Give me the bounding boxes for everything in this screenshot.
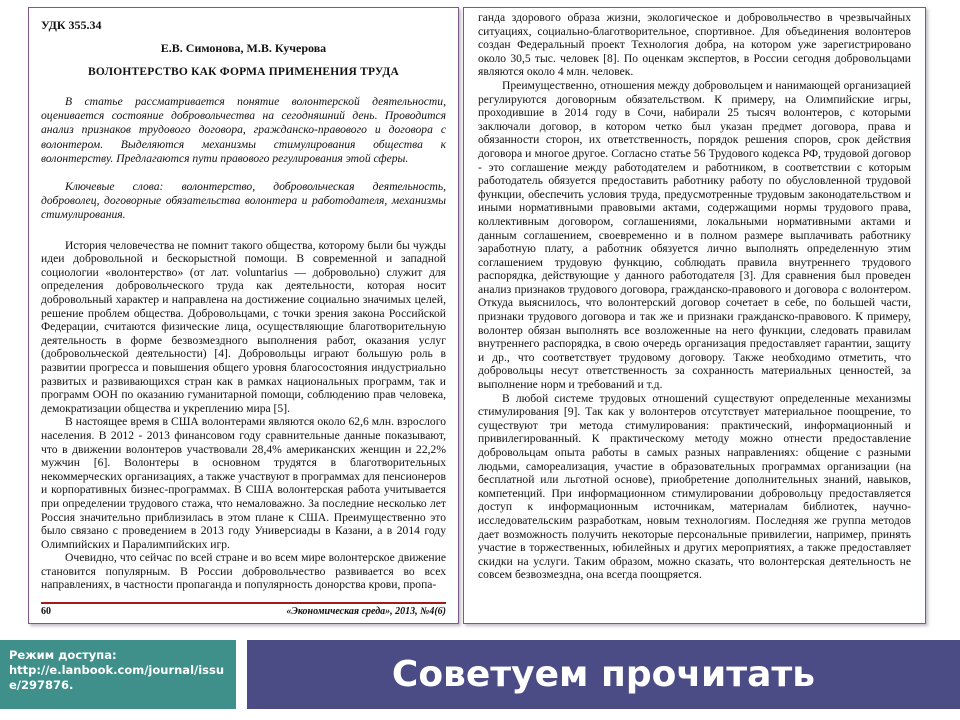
recommend-banner: Советуем прочитать — [247, 640, 960, 709]
authors: Е.В. Симонова, М.В. Кучерова — [160, 41, 327, 55]
access-link[interactable]: http://e.lanbook.com/journal/issue/297876. — [9, 663, 225, 692]
journal-citation: «Экономическая среда», 2013, №4(6) — [286, 606, 446, 617]
paragraph: Преимущественно, отношения между добровольцем и нанимающей организацией регулируются договорным обязательством. К примеру, на Олимпийские игры, проходившие в 2014 году в Сочи, набирали 25 тысяч волонтеров, с которыми заключали договор, в котором четко был указан предмет договора, права и обязанности сторон, их ответственность, порядок решения споров, срок действия договора и многое другое. Согласно статье 56 Трудового кодекса РФ, трудовой договор - это соглашение между работодателем и работником, в соответствии с которым работодатель обязуется предоставить работнику работу по обусловленной трудовой функции, обеспечить условия труда, предусмотренные трудовым законодательством и иными нормативными правовыми актами, содержащими нормы трудового права, коллективным договором, соглашениями, локальными нормативными актами и данным соглашением, своевременно и в полном размере выплачивать работнику заработную плату, а работник обязуется лично выполнять определенную этим соглашением трудовую функцию, соблюдать правила внутреннего трудового распорядка, действующие у данного работодателя [3]. Для сравнения был проведен анализ признаков трудового договора, гражданско-правового и договора с волонтером. Откуда выяснилось, что волонтерский договор сочетает в себе, по большей части, признаки трудового договора и так же и признаки гражданско-правового. К примеру, волонтер обязан выполнять все возложенные на него функции, следовать правилам внутреннего распорядка, в свою очередь организация предоставляет гарантии, защиту и др., что соответствует трудовому договору. Также необходимо отметить, что добровольцы несут ответственность за сохранность материальных ценностей, за выполнение норм и требований и т.д. — [478, 78, 911, 392]
paragraph: ганда здорового образа жизни, экологическое и добровольчество в чрезвычайных ситуациях, социально-благотворительное, спортивное. Для объединения волонтеров создан Федеральный проект Технология добра, на котором уже зарегистрировано около 30,5 тыс. человек [8]. По оценкам экспертов, в России сегодня добровольцами являются около 4 млн. человек. — [478, 11, 911, 79]
paragraph: В любой системе трудовых отношений существуют определенные механизмы стимулирования [9]. Так как у волонтеров отсутствует материальное поощрение, то существуют три метода стимулирования: практический, информационный и привилегированный. К практическому методу можно отнести предоставление добровольцам опыта работы в самых разных направлениях: общение с разными людьми, самореализация, участие в образовательных программах организации (на бесплатной или льготной основе), приобретение дополнительных знаний, навыков, компетенций. При информационном стимулировании добровольцу предоставляется доступ к информационным источникам, материалам библиотек, научно-исследовательским разработкам, новым технологиям. Последняя же группа методов дает возможность получить некоторые персональные привилегии, например, принять участие в торжественных, юбилейных и других мероприятиях, а также предоставляет скидки на услуги. Таким образом, можно сказать, что волонтерская деятельность не совсем безвозмездна, она всегда поощряется. — [478, 391, 911, 582]
footer-divider — [41, 602, 446, 604]
access-mode-box — [0, 640, 236, 709]
keywords: Ключевые слова: волонтерство, добровольческая деятельность, доброволец, договорные обязательства волонтера и работодателя, механизмы стимулирования. — [41, 180, 446, 222]
page-footer — [41, 606, 446, 617]
left-body — [41, 239, 446, 592]
article-title: ВОЛОНТЕРСТВО КАК ФОРМА ПРИМЕНЕНИЯ ТРУДА — [88, 66, 399, 78]
right-page — [463, 7, 926, 624]
paragraph: Очевидно, что сейчас по всей стране и во всем мире волонтерское движение становится популярным. В России добровольчество развивается во всех направлениях, в частности пропаганда и популярность донорства крови, пропа- — [41, 551, 446, 592]
access-label: Режим доступа: — [9, 648, 117, 662]
abstract: В статье рассматривается понятие волонтерской деятельности, оценивается состояние добровольчества на сегодняшний день. Проводится анализ признаков трудового договора, гражданско-правового и договора с волонтером. Выделяются механизмы стимулирования общества к волонтерству. Предлагаются пути правового регулирования этой сферы. — [41, 95, 446, 165]
left-page — [28, 7, 459, 624]
page-number: 60 — [41, 606, 51, 617]
paragraph: В настоящее время в США волонтерами являются около 62,6 млн. взрослого населения. В 2012 - 2013 финансовом году сравнительные данные показывают, что в движении волонтеров участвовали 28,4% американских женщин и 22,2% мужчин [6]. Волонтеры в основном трудятся в благотворительных некоммерческих организациях, а также участвуют в программах для пенсионеров и корпоративных бизнес-программах. В США волонтерская работа учитывается при определении трудового стажа, что немаловажно. За последние несколько лет Россия значительно приблизилась в этом плане к США. Преимущественно это было связано с проведением в 2013 году Универсиады в Казани, а в 2014 году Олимпийских и Паралимпийских игр. — [41, 415, 446, 551]
paragraph: История человечества не помнит такого общества, которому были бы чужды идеи добровольной и бескорыстной помощи. В современной и западной социологии «волонтерство» (от лат. voluntarius — добровольно) служит для определения добровольческого труда как деятельности, которая носит добровольный характер и направлена на достижение социально значимых целей, решение проблем общества. Добровольцами, с точки зрения закона Российской Федерации, считаются физические лица, осуществляющие благотворительную деятельность в форме безвозмездного выполнения работ, оказания услуг (добровольческой деятельности) [4]. Добровольцы играют большую роль в развитии прогресса и повышения общего уровня благосостояния индустриально развитых и развивающихся стран как в рамках национальных программ, так и программ ООН по оказанию гуманитарной помощи, соблюдению прав человека, демократизации общества и укреплению мира [5]. — [41, 238, 446, 415]
udc-code: УДК 355.34 — [41, 18, 102, 32]
